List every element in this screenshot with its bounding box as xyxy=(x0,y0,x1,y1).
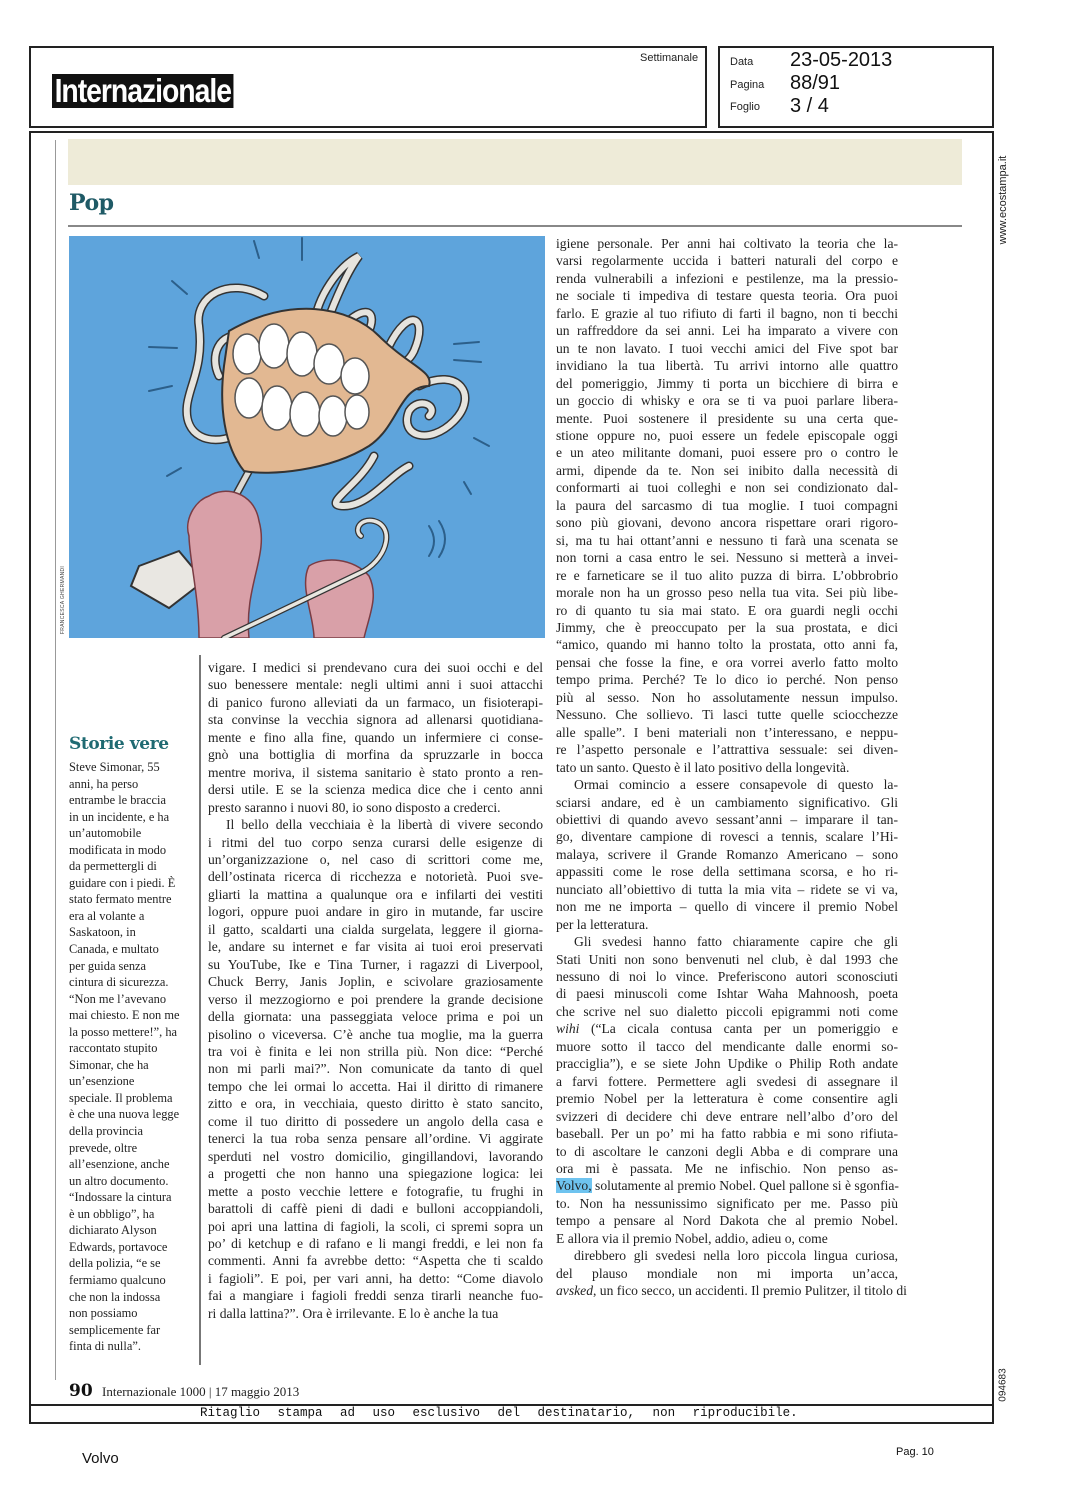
sidebar-line: fermiamo qualcuno xyxy=(69,1272,166,1287)
sidebar-line: “Non me l’avevano xyxy=(69,991,167,1006)
sidebar-line: Steve Simonar, 55 xyxy=(69,760,160,774)
article-line: farlo. E grazie al tuo rifiuto di farti il bagno, non ti becchi xyxy=(556,305,898,321)
sidebar-line: speciale. Il problema xyxy=(69,1090,173,1105)
article-line: e un ateo militante domani, puoi essere pro o contro le xyxy=(556,445,898,461)
article-line: un te non lavato. I tuoi vecchi amici del Five spot bar xyxy=(556,340,898,356)
article-line: conformarti ai tuoi colleghi e non sei condizionato dal- xyxy=(556,480,898,496)
article-line: Il bello della vecchiaia è la libertà di vivere secondo xyxy=(226,817,543,833)
sidebar-line: Canada, e multato xyxy=(69,942,159,957)
sidebar-line: cintura di sicurezza. xyxy=(69,975,169,990)
sidebar-line: finta di nulla”. xyxy=(69,1339,141,1354)
publication-logo: Internazionale xyxy=(52,74,234,108)
article-line: svizzeri di decidere chi deve entrare nell’albo d’oro del xyxy=(556,1108,898,1124)
article-line: pensai che fosse la fine, e ora vorrei averlo fatto molto xyxy=(556,654,898,670)
article-line: obiettivi di quando avevo sessant’anni – imparare il tan- xyxy=(556,811,898,827)
highlighted-keyword: Volvo, xyxy=(556,1178,592,1194)
sidebar-line: modificata in modo xyxy=(69,842,167,857)
article-column-1 xyxy=(208,659,543,1322)
sidebar-line: stato fermato mentre xyxy=(69,892,172,907)
article-line: to di ascoltare le canzoni degli Abba e di comprare una xyxy=(556,1143,898,1159)
article-line: verso il mezzogiorno e poi prendere la grande decisione xyxy=(208,991,543,1007)
article-line: dell’ostinata ricerca di ricchezza e notorietà. Puoi sve- xyxy=(208,869,543,885)
article-line: Chuck Berry, Janis Joplin, e scivolare graziosamente xyxy=(208,974,543,990)
sidebar-line: guidare con i piedi. È xyxy=(69,875,176,890)
article-line: Stati Uniti non sono benvenuti nel club, è dal 1993 che xyxy=(556,951,898,967)
article-line: per la letteratura. xyxy=(556,916,649,932)
article-line: tato un santo. Questo è il lato positivo della longevità. xyxy=(556,759,850,775)
article-column-2 xyxy=(556,235,907,1300)
sidebar-line: mai chiesto. E non me xyxy=(69,1008,180,1023)
sidebar-line: semplicemente far xyxy=(69,1322,161,1337)
sidebar-line: raccontato stupito xyxy=(69,1041,158,1056)
sidebar-line: entrambe le braccia xyxy=(69,793,166,808)
article-line: re e farneticare se il tuo alito puzza di birra. L’obbrobrio xyxy=(556,567,898,583)
trophy-teeth-illustration xyxy=(69,236,545,638)
disclaimer: Ritaglio stampa ad uso esclusivo del destinatario, non riproducibile. xyxy=(200,1406,798,1420)
article-line: suo benessere mentale: negli ultimi anni i suoi attacchi xyxy=(208,677,543,693)
article-line: logori, oppure puoi andare in giro in mutande, far uscire xyxy=(208,904,543,920)
article-line: Gli svedesi hanno fatto chiaramente capire che gli xyxy=(574,934,898,950)
sidebar-line: per guida senza xyxy=(69,958,147,973)
side-url-text: www.ecostampa.it xyxy=(997,155,1009,245)
article-line: sciarsi andare, ed è un cambiamento significativo. Gli xyxy=(556,794,898,810)
article-line: più al sesso. Non ho assolutamente nessun impulso. xyxy=(556,689,898,705)
sidebar-line: anni, ha perso xyxy=(69,776,139,791)
column-divider xyxy=(199,655,201,1365)
article-line: wihi (“La cicala contusa canta per un pomeriggio e xyxy=(556,1021,898,1037)
sidebar-line: la posso mettere!”, ha xyxy=(69,1024,178,1039)
article-line: stione oppure no, puoi essere un fedele episcopale oggi xyxy=(556,427,898,443)
date-value: 23-05-2013 xyxy=(790,49,893,71)
article-line: di paesi minuscoli come Ishtar Waha Mahnoosh, poeta xyxy=(556,986,898,1002)
article-line: pracciglia”), e se siete John Updike o Philip Roth andate xyxy=(556,1056,898,1072)
date-label: Data xyxy=(730,56,754,68)
article-line: direbbero gli svedesi nella loro piccola lingua curiosa, xyxy=(574,1248,898,1264)
article-line: si, ma tu hai ottant’anni e nessuno ti farà una scenata se xyxy=(556,532,898,548)
article-line: le, andare su internet e far visita ai tuoi eroi preservati xyxy=(208,939,543,955)
article-line: gliarti la mattina a qualunque ora e infilarti dei vestiti xyxy=(208,886,543,902)
sidebar-line: un’automobile xyxy=(69,826,142,841)
article-line: fai a mangiare i fagioli freddi senza tirarli neanche fuo- xyxy=(208,1288,543,1304)
keyword-label: Volvo xyxy=(82,1450,119,1467)
sidebar-body xyxy=(69,759,194,1355)
article-line: alle spalle”. I beni materiali non t’interessano, e neppu- xyxy=(556,724,898,740)
article-line: mette a posto vecchie lettere e fotografie, tu frughi in xyxy=(208,1183,543,1199)
sidebar-line: in un incidente, e ha xyxy=(69,809,170,824)
article-line: mente e fino alla fine, quando un infermiere ci conse- xyxy=(208,729,543,745)
article-line: di panico furono alleviati da un farmaco, un fisioterapi- xyxy=(208,694,543,710)
article-line: non torni a casa entro le sei. Nessuno si metterà a invei- xyxy=(556,550,898,566)
article-line: su YouTube, Ike e Tina Turner, i ragazzi di Liverpool, xyxy=(208,956,543,972)
article-line: po’ di ketchup e di rafano e li mangi freddi, e lei non fa xyxy=(208,1235,543,1251)
article-line: barattoli di caffè pieni di dadi e bulloni accoppiandoli, xyxy=(208,1201,543,1217)
illustration xyxy=(69,236,545,638)
sidebar-line: prevede, oltre xyxy=(69,1140,138,1155)
article-line: muore sotto il tacco del mendicante dalle enormi so- xyxy=(556,1038,898,1054)
article-line: i ritmi del tuo corpo senza curarsi delle esigenze di xyxy=(208,834,543,850)
italic-term: wihi xyxy=(556,1021,580,1037)
article-line: to. Non ha nessunissimo significato per me. Passo più xyxy=(556,1195,898,1211)
article-line: re l’aspetto personale e l’attrattiva sessuale: sei diven- xyxy=(556,742,898,758)
article-line: un’organizzazione o, nel caso di scrittori come me, xyxy=(208,851,543,867)
article-line: ora mi è passata. Me ne infischio. Non penso as- xyxy=(556,1161,898,1177)
sidebar-line: Simonar, che ha xyxy=(69,1057,149,1072)
sidebar-line: dichiarato Alyson xyxy=(69,1223,157,1238)
sidebar-line: era al volante a xyxy=(69,908,145,923)
frequency-label: Settimanale xyxy=(640,52,699,64)
article-line: Nessuno. Che sollievo. Ti lasci tutte quelle sciocchezze xyxy=(556,707,898,723)
page-label: Pagina xyxy=(730,79,765,91)
article-line: malaya, scrivere il Grande Romanzo Americano – sono xyxy=(556,846,898,862)
header-band xyxy=(68,139,962,185)
article-line: Volvo, solutamente al premio Nobel. Quel pallone si è sgonfia- xyxy=(556,1178,899,1194)
section-title: Pop xyxy=(69,190,114,216)
article-line: E allora via il premio Nobel, addio, adieu o, come xyxy=(556,1230,828,1246)
sidebar-line: all’esenzione, anche xyxy=(69,1157,170,1172)
sidebar-line: da permettergli di xyxy=(69,859,157,874)
article-line: i fagioli”. E poi, per vari anni, ha detto: “Come diavolo xyxy=(208,1270,543,1286)
sidebar-line: della polizia, “e se xyxy=(69,1256,161,1271)
elderly-hands xyxy=(188,491,374,638)
article-line: pisolino o viceversa. C’è anche tua moglie, ma la guerra xyxy=(208,1026,543,1042)
article-line: baseball. Per un po’ mi ha fatto rabbia e mi sono rifiuta- xyxy=(556,1126,898,1142)
article-line: varsi regolarmente uccida i batteri naturali del corpo e xyxy=(556,253,898,269)
sidebar-line: Edwards, portavoce xyxy=(69,1239,168,1254)
article-line: del plauso mondiale non mi importa un’acca, xyxy=(556,1265,898,1281)
article-line: il gatto, scaldarti una cialda surgelata, leggere il giorna- xyxy=(208,921,543,937)
article-line: non me ne importa – quello di vincere il premio Nobel xyxy=(556,899,898,915)
article-line: sperduti nel vostro domicilio, gingillandovi, lavorando xyxy=(208,1148,543,1164)
article-line: Jimmy, che è preoccupato per la sua prostata, e dici xyxy=(556,619,898,635)
article-line: mentre moriva, il sistema sanitario è stato pronto a ren- xyxy=(208,764,543,780)
article-line: ri dalla lattina?”. Ora è irrilevante. E lo è anche la tua xyxy=(208,1305,499,1321)
article-line: vigare. I medici si prendevano cura dei suoi occhi e del xyxy=(208,660,543,675)
page-label: Pag. 10 xyxy=(896,1446,934,1458)
article-line: tempo a pensare al Nord Dakota che al premio Nobel. xyxy=(556,1213,898,1229)
sidebar-line: è un obbligo”, ha xyxy=(69,1206,155,1221)
article-line: “amico, quando mi hanno tolto la prostata, otto anni fa, xyxy=(556,637,898,653)
sheet-label: Foglio xyxy=(730,101,760,113)
article-line: un raffreddore da sei anni. Lei ha imparato a vivere con xyxy=(556,323,898,339)
article-line: premio Nobel per la letteratura è come consentire agli xyxy=(556,1091,898,1107)
article-line: armi, dipende da te. Non sei inibito dalla necessità di xyxy=(556,462,898,478)
article-line: sta convinse la vecchia signora ad allenarsi quotidiana- xyxy=(208,712,543,728)
sidebar-line: un altro documento. xyxy=(69,1173,169,1188)
sidebar-title: Storie vere xyxy=(69,734,169,754)
article-line: a farvi fottere. Permettere agli svedesi di assegnare il xyxy=(556,1073,898,1089)
article-line: gnò una bottiglia di morfina da spruzzarle in bocca xyxy=(208,747,543,763)
side-code-text: 094683 xyxy=(997,1368,1009,1402)
article-line: Ormai comincio a essere consapevole di questo la- xyxy=(574,777,898,793)
italic-term: avsked xyxy=(556,1283,593,1299)
article-line: non mi parli mai?”. Non comunicate da tanto di quel xyxy=(208,1061,543,1077)
article-line: del pomeriggio, Jimmy ti porta un bicchiere di birra e xyxy=(556,375,898,391)
page-number: 90 xyxy=(69,1381,93,1401)
article-line: poi apri una lattina di fagioli, la scoli, ci spremi sopra un xyxy=(208,1218,543,1234)
section-rule xyxy=(68,225,962,227)
sidebar-line: “Indossare la cintura xyxy=(69,1190,172,1205)
article-line: della giornata: una passeggiata veloce prima e poi un xyxy=(208,1009,543,1025)
sidebar-line: che non la indossa xyxy=(69,1289,161,1304)
sidebar-line: non possiamo xyxy=(69,1306,138,1321)
article-line: zitto e ora, in vecchiaia, questo diritto è stato sancito, xyxy=(208,1096,543,1112)
article-line: un goccio di whisky e ora se ti va puoi parlare libera- xyxy=(556,393,898,409)
article-line: ro di quanto tu sia mai stato. E ora guardi negli occhi xyxy=(556,602,898,618)
article-line: la paura del sarcasmo di tua moglie. I tuoi compagni xyxy=(556,497,898,513)
side-url xyxy=(996,145,1010,255)
article-line: tempo prima. Perché? Te lo dico io perché. Non penso xyxy=(556,672,898,688)
sidebar-line: un’esenzione xyxy=(69,1074,135,1089)
article-line: renda vulnerabili a infezioni e pestilenze, ma la pressio- xyxy=(556,270,898,286)
article-line: invidiano la tua libertà. Tu arrivi intorno alle quattro xyxy=(556,358,898,374)
article-line: igiene personale. Per anni hai coltivato la teoria che la- xyxy=(556,236,898,251)
margin-line xyxy=(55,140,56,1380)
page-value: 88/91 xyxy=(790,72,841,94)
credit-text: FRANCESCA GHERMANDI xyxy=(60,565,66,635)
article-line: ne sociale ti impediva di testare questa teoria. Ora puoi xyxy=(556,288,898,304)
article-line: nunciato all’obiettivo di tutta la mia vita – ridete se vi va, xyxy=(556,881,898,897)
article-line: morale non ha un grosso peso nella tua vita. Sei più libe- xyxy=(556,585,898,601)
sidebar-line: Saskatoon, in xyxy=(69,925,136,940)
article-line: tenerci la tua roba senza pensare all’ordine. Vi aggirate xyxy=(208,1131,543,1147)
article-line: come il tuo diritto di possedere un angolo della casa e xyxy=(208,1113,543,1129)
sidebar-line: della provincia xyxy=(69,1124,143,1139)
article-line: tempo che lei ormai lo accetta. Hai il diritto di rimanere xyxy=(208,1078,543,1094)
article-line: dersi utile. E se la scienza medica dice che i cento anni xyxy=(208,782,543,798)
article-line: sono più giovani, devono ancora rispettare orari rigoro- xyxy=(556,515,898,531)
article-line: che scrive nel suo dialetto piccoli epigrammi noti come xyxy=(556,1003,898,1019)
issue-info: Internazionale 1000 | 17 maggio 2013 xyxy=(102,1384,300,1399)
side-code xyxy=(996,1355,1010,1415)
sidebar-line: è che una nuova legge xyxy=(69,1107,180,1122)
article-line: go, diventare campione di rovesci a tennis, scalare l’Hi- xyxy=(556,829,898,845)
sheet-value: 3 / 4 xyxy=(790,95,829,117)
article-line: presto saranno i nuovi 80, io sono disposto a crederci. xyxy=(208,799,501,815)
article-line: appassiti come le rose della settimana scorsa, e ho ri- xyxy=(556,864,898,880)
article-line: a progetti che non hanno una spiegazione logica: lei xyxy=(208,1166,543,1182)
article-line: commenti. Anni fa avrebbe detto: “Aspetta che ti scaldo xyxy=(208,1253,543,1269)
illustration-credit xyxy=(58,555,68,645)
article-line: nessuno di noi lo vince. Preferiscono autori sconosciuti xyxy=(556,969,898,985)
article-line: mente. Puoi sostenere il presidente su una certa que- xyxy=(556,410,898,426)
article-line: tra voi è finita e lei non strilla più. Non dice: “Perché xyxy=(208,1043,543,1059)
article-line: avsked, un fico secco, un accidenti. Il premio Pulitzer, il titolo di xyxy=(556,1283,907,1299)
